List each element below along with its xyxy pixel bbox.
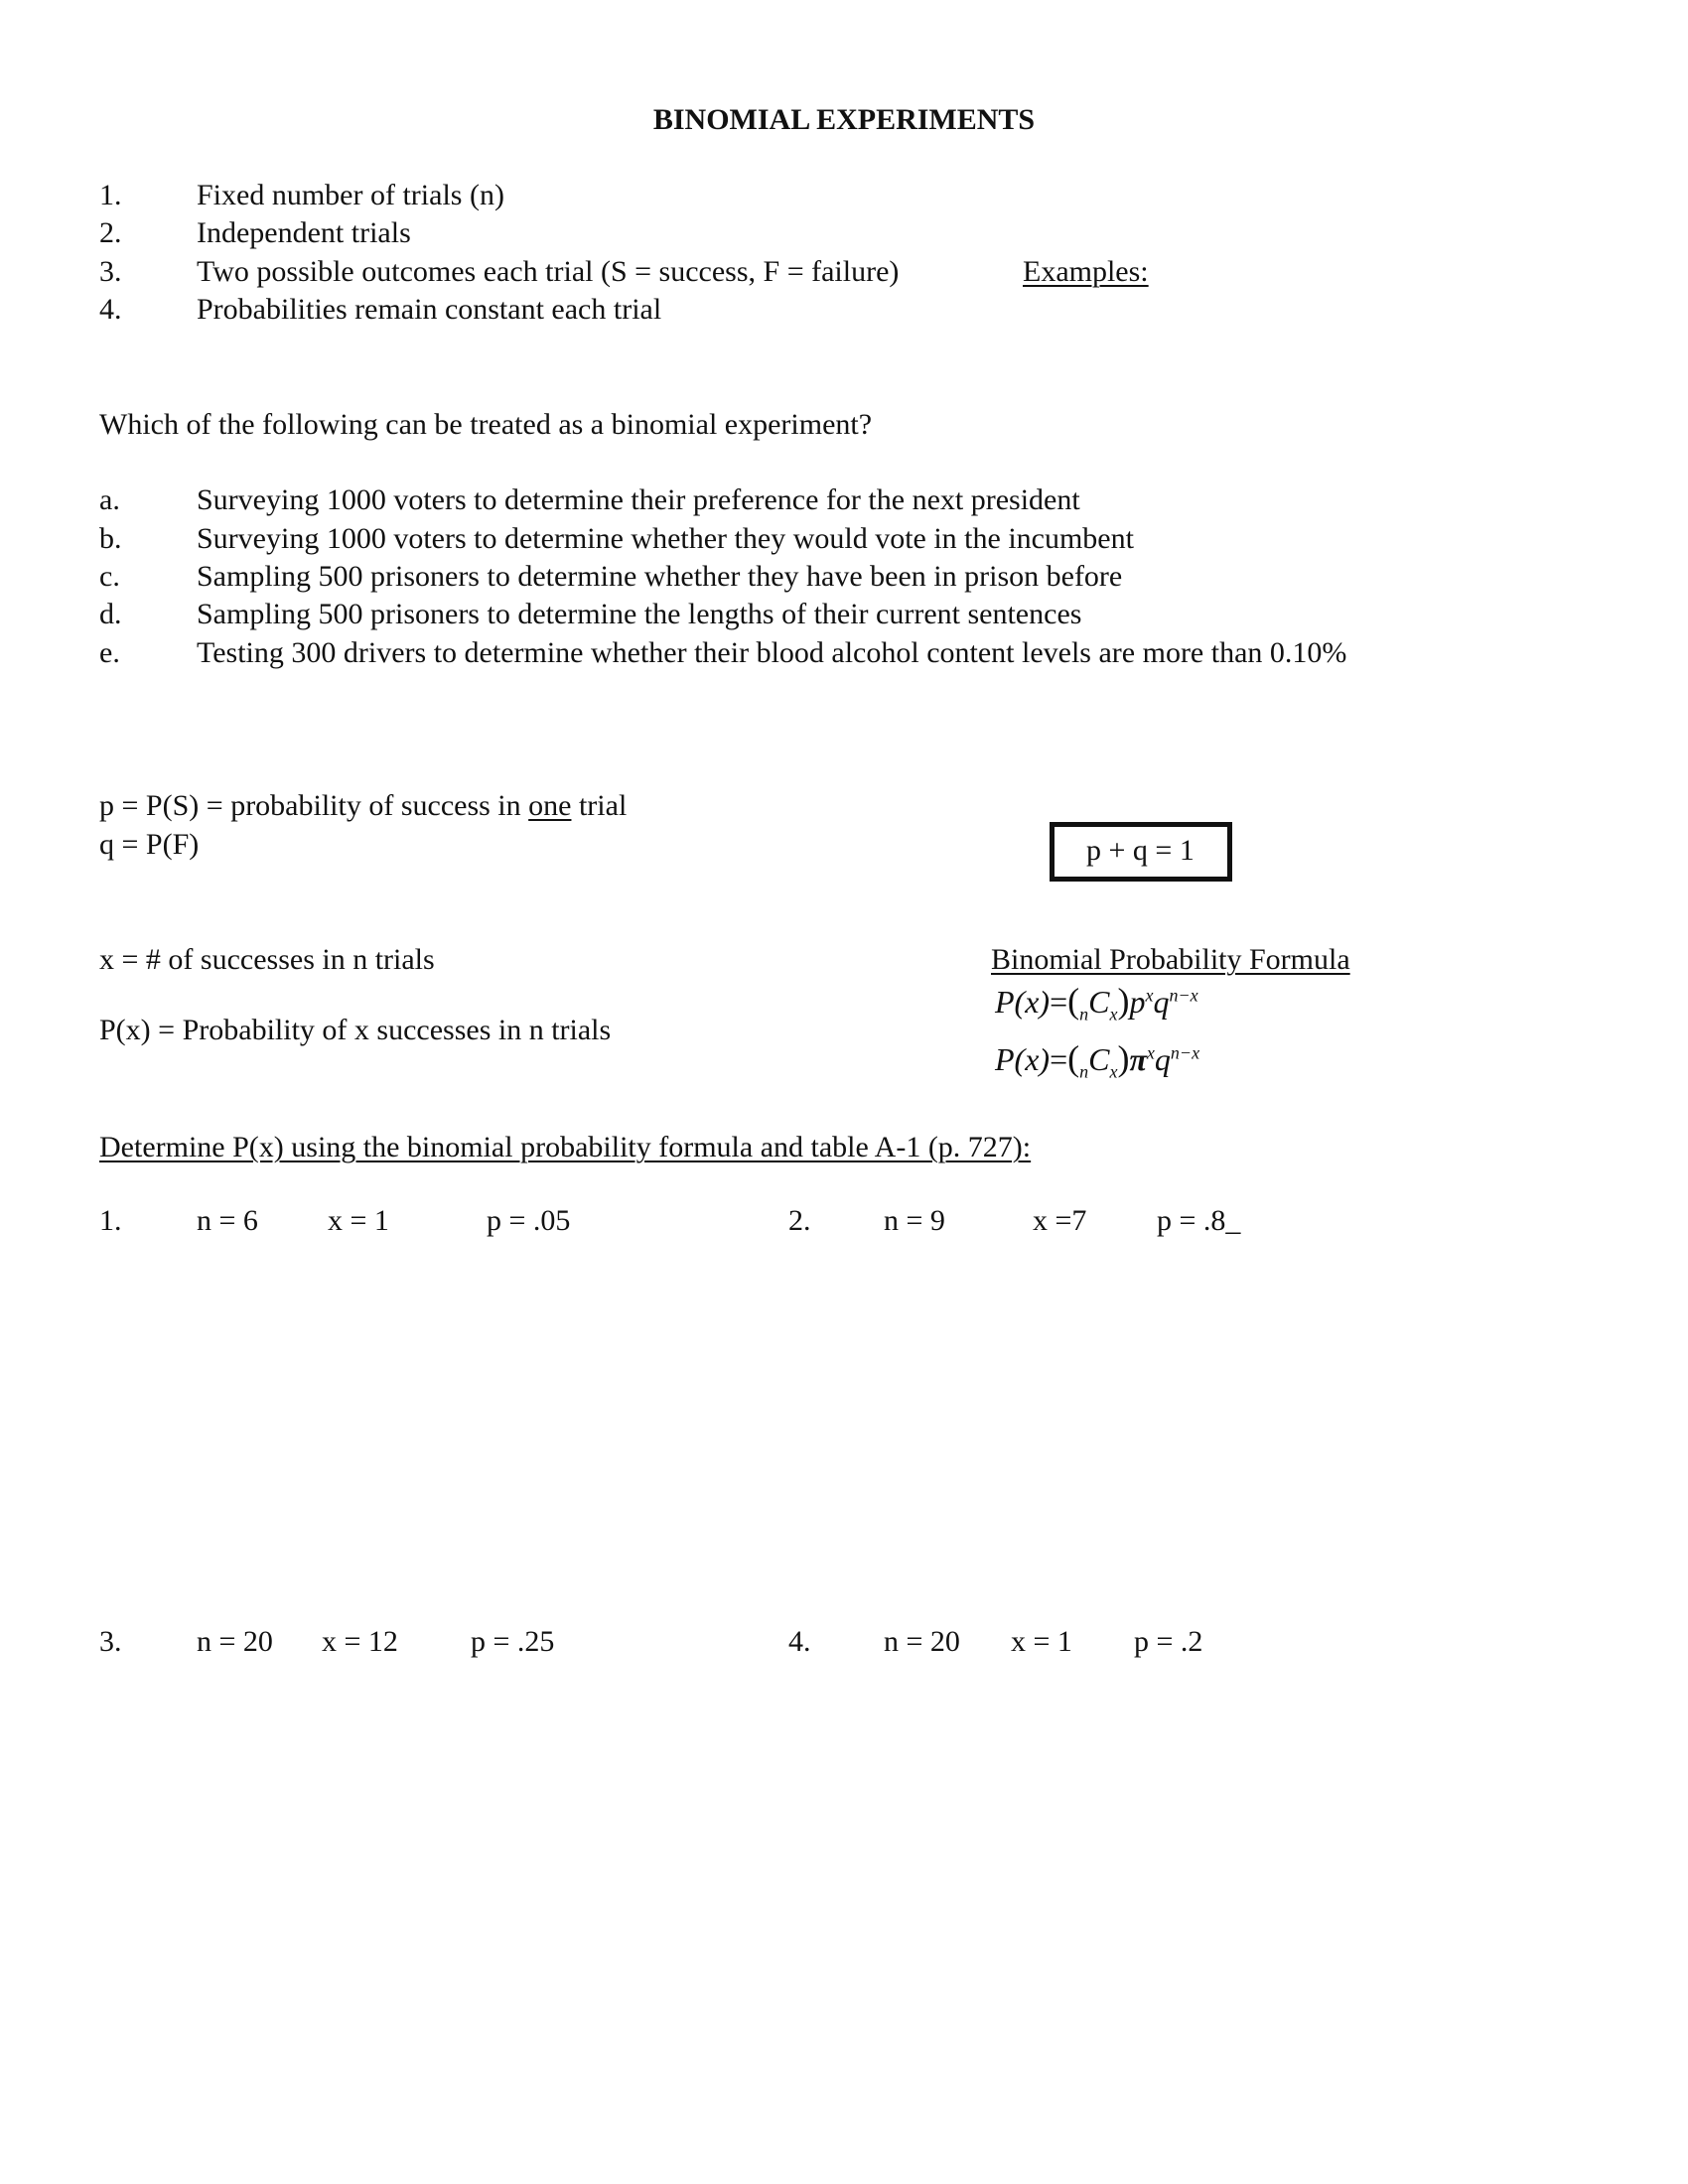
examples-label: Examples: <box>1023 255 1149 288</box>
formula-x: x <box>1109 1061 1118 1082</box>
px-definition: P(x) = Probability of x successes in n trials <box>99 1014 612 1046</box>
problem-p: p = .8_ <box>1157 1204 1241 1237</box>
problem-n: n = 20 <box>197 1625 273 1658</box>
formula-n: n <box>1079 1061 1089 1082</box>
problem-n: n = 9 <box>884 1204 945 1237</box>
problem-number: 3. <box>99 1625 122 1658</box>
list-number: 1. <box>99 179 122 211</box>
option-text: Testing 300 drivers to determine whether their blood alcohol content levels are more than 0.10% <box>197 636 1347 669</box>
formula-exp-x: x <box>1145 985 1154 1006</box>
option-letter: a. <box>99 483 120 516</box>
option-text: Sampling 500 prisoners to determine whether they have been in prison before <box>197 560 1123 593</box>
formula-c: C <box>1088 984 1110 1020</box>
option-letter: e. <box>99 636 120 669</box>
close-paren-icon: ) <box>1117 981 1130 1021</box>
problem-p: p = .2 <box>1134 1625 1203 1658</box>
formula-q: q <box>1154 1041 1171 1077</box>
formula-lhs: P(x) <box>995 1041 1051 1077</box>
problem-p: p = .05 <box>487 1204 571 1237</box>
problem-number: 4. <box>788 1625 811 1658</box>
page-title: BINOMIAL EXPERIMENTS <box>652 103 1036 136</box>
q-definition: q = P(F) <box>99 828 200 861</box>
option-text: Sampling 500 prisoners to determine the lengths of their current sentences <box>197 598 1082 630</box>
list-item: Fixed number of trials (n) <box>197 179 504 211</box>
problem-n: n = 20 <box>884 1625 960 1658</box>
list-number: 3. <box>99 255 122 288</box>
problem-x: x = 1 <box>1011 1625 1072 1658</box>
p-definition-suffix: trial <box>571 789 628 822</box>
formula-lhs: P(x) <box>995 984 1051 1020</box>
formula-c: C <box>1088 1041 1110 1077</box>
p-definition <box>99 791 627 821</box>
list-number: 2. <box>99 216 122 249</box>
close-paren-icon: ) <box>1117 1038 1130 1078</box>
list-item: Probabilities remain constant each trial <box>197 293 662 326</box>
list-item: Two possible outcomes each trial (S = success, F = failure) <box>197 255 900 288</box>
list-item: Independent trials <box>197 216 411 249</box>
problem-n: n = 6 <box>197 1204 258 1237</box>
problem-x: x =7 <box>1033 1204 1087 1237</box>
problem-p: p = .25 <box>471 1625 555 1658</box>
option-letter: b. <box>99 522 122 555</box>
formula-n: n <box>1079 1004 1089 1024</box>
formula-q: q <box>1153 984 1170 1020</box>
formula-exp-x: x <box>1146 1042 1155 1063</box>
formula-exp-nx: n−x <box>1170 1042 1200 1063</box>
question-text: Which of the following can be treated as a binomial experiment? <box>99 408 873 441</box>
binomial-formula-p <box>995 983 1198 1023</box>
problem-x: x = 1 <box>328 1204 389 1237</box>
formula-x: x <box>1109 1004 1118 1024</box>
formula-p: p <box>1129 984 1146 1020</box>
x-definition: x = # of successes in n trials <box>99 943 435 976</box>
formula-equals: = <box>1050 984 1068 1020</box>
formula-heading: Binomial Probability Formula <box>991 943 1350 976</box>
problem-x: x = 12 <box>322 1625 398 1658</box>
problem-number: 1. <box>99 1204 122 1237</box>
formula-equals: = <box>1050 1041 1068 1077</box>
emphasis-one: one <box>528 789 572 822</box>
identity-text: p + q = 1 <box>1086 834 1195 867</box>
exercise-heading: Determine P(x) using the binomial probability formula and table A-1 (p. 727): <box>99 1131 1032 1163</box>
p-definition-text: p = P(S) = probability of success in <box>99 789 529 822</box>
problem-number: 2. <box>788 1204 811 1237</box>
open-paren-icon: ( <box>1067 1038 1080 1078</box>
option-text: Surveying 1000 voters to determine whether they would vote in the incumbent <box>197 522 1134 555</box>
open-paren-icon: ( <box>1067 981 1080 1021</box>
option-letter: c. <box>99 560 120 593</box>
formula-pi: π <box>1129 1041 1147 1077</box>
option-letter: d. <box>99 598 122 630</box>
formula-exp-nx: n−x <box>1169 985 1198 1006</box>
binomial-formula-pi <box>995 1040 1199 1080</box>
list-number: 4. <box>99 293 122 326</box>
boxed-identity <box>1050 822 1232 882</box>
option-text: Surveying 1000 voters to determine their preference for the next president <box>197 483 1080 516</box>
